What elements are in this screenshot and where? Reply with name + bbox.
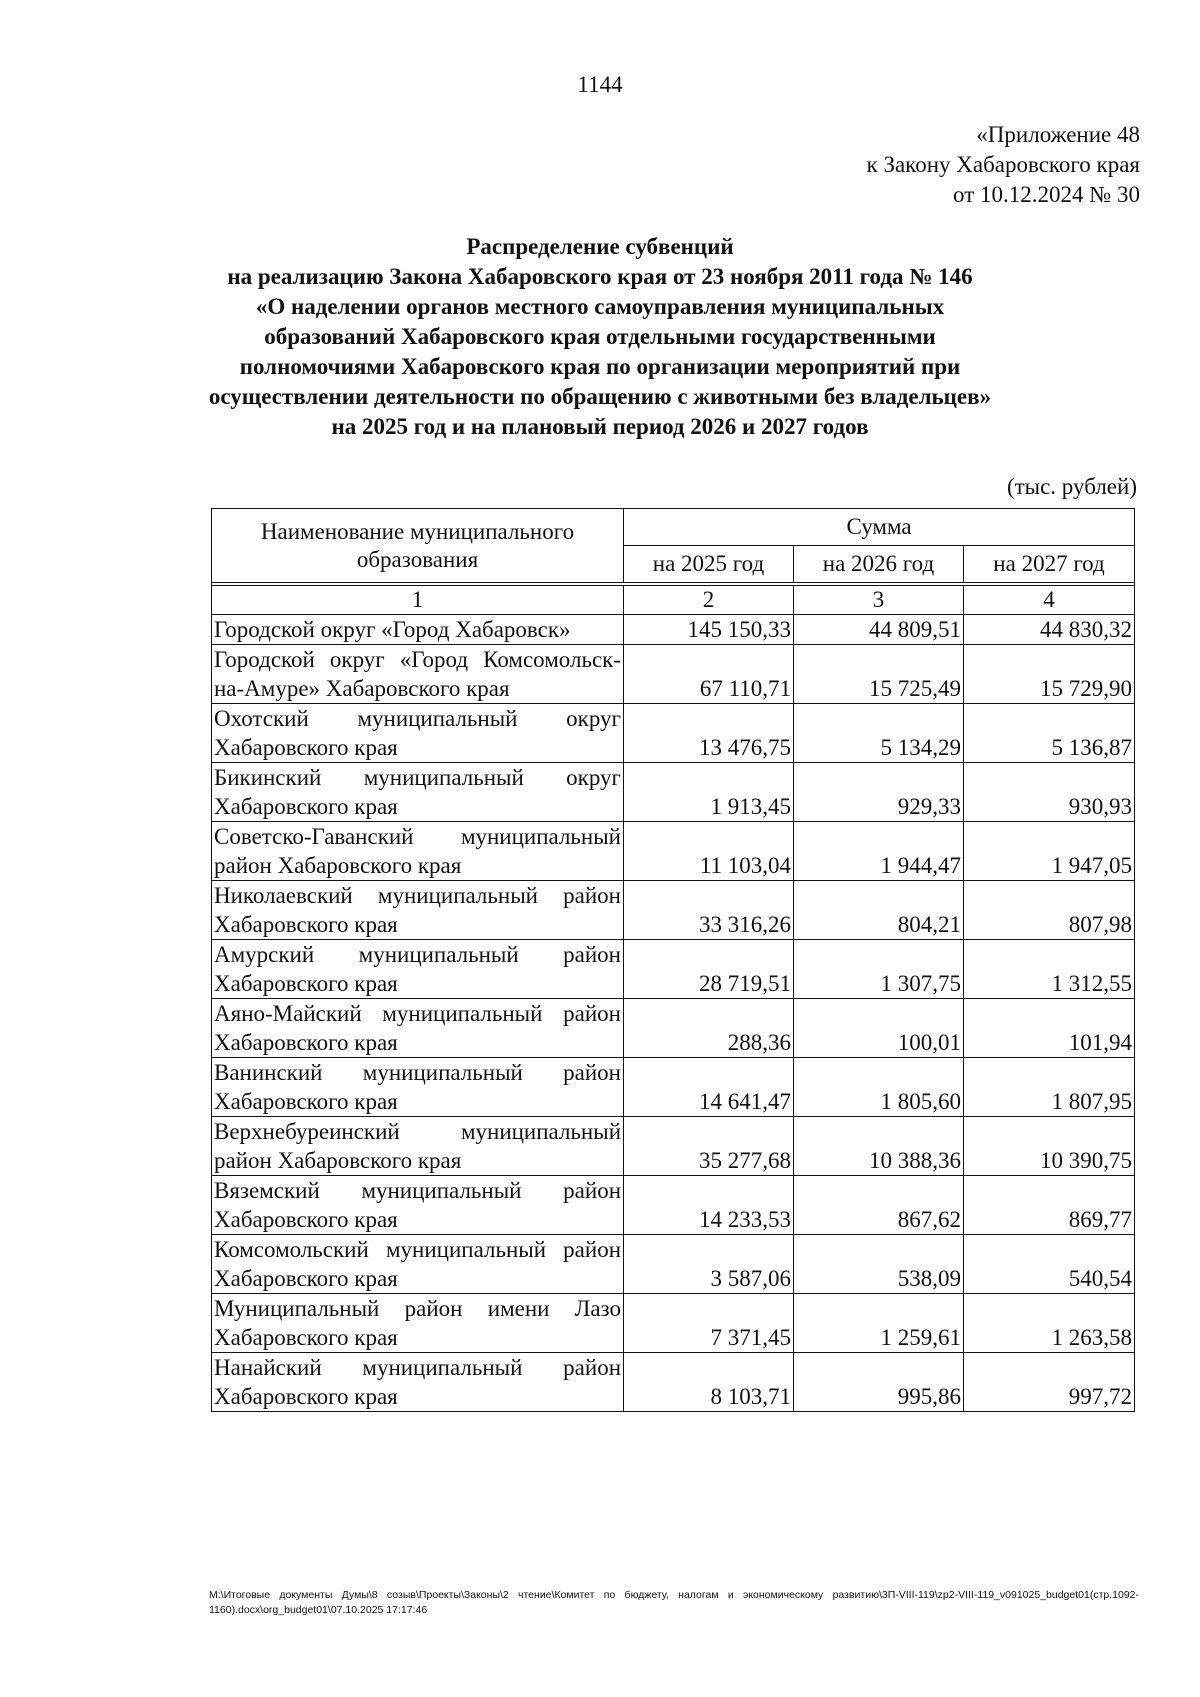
amount-2026: 1 259,61 xyxy=(794,1294,964,1353)
amount-2026: 1 805,60 xyxy=(794,1058,964,1117)
amount-2027: 10 390,75 xyxy=(964,1117,1135,1176)
amount-2025: 7 371,45 xyxy=(624,1294,794,1353)
table-row xyxy=(212,1117,1135,1176)
table-row xyxy=(212,615,1135,645)
amount-2025: 13 476,75 xyxy=(624,704,794,763)
table-row xyxy=(212,1176,1135,1235)
amount-2027: 930,93 xyxy=(964,763,1135,822)
table-row xyxy=(212,763,1135,822)
amount-2027: 1 312,55 xyxy=(964,940,1135,999)
municipality-name: Бикинский муниципальный округ Хабаровского края xyxy=(212,763,624,822)
file-path-footer: M:\Итоговые документы Думы\8 созыв\Проекты\Законы\2 чтение\Комитет по бюджету, налогам и экономическому развитию\3П-VIII-119\zp2-VIII-119_v091025_budget01(стр.1092-1160).docx\org_budget01\07.10.2025 17:17:46 xyxy=(209,1589,1139,1616)
amount-2025: 14 641,47 xyxy=(624,1058,794,1117)
amount-2027: 997,72 xyxy=(964,1353,1135,1412)
municipality-name: Охотский муниципальный округ Хабаровского края xyxy=(212,704,624,763)
amount-2026: 867,62 xyxy=(794,1176,964,1235)
title-line: осуществлении деятельности по обращению с животными без владельцев» xyxy=(208,384,992,409)
amount-2027: 869,77 xyxy=(964,1176,1135,1235)
amount-2026: 538,09 xyxy=(794,1235,964,1294)
municipality-name: Нанайский муниципальный район Хабаровского края xyxy=(212,1353,624,1412)
municipality-name: Вяземский муниципальный район Хабаровского края xyxy=(212,1176,624,1235)
table-row xyxy=(212,704,1135,763)
amount-2026: 995,86 xyxy=(794,1353,964,1412)
table-row xyxy=(212,1353,1135,1412)
municipality-name: Аяно-Майский муниципальный район Хабаровского края xyxy=(212,999,624,1058)
amount-2025: 28 719,51 xyxy=(624,940,794,999)
amount-2025: 14 233,53 xyxy=(624,1176,794,1235)
amount-2025: 1 913,45 xyxy=(624,763,794,822)
header-year-2025: на 2025 год xyxy=(624,546,794,583)
appendix-line: от 10.12.2024 № 30 xyxy=(953,182,1140,207)
municipality-name: Комсомольский муниципальный район Хабаровского края xyxy=(212,1235,624,1294)
table-row xyxy=(212,940,1135,999)
amount-2027: 1 947,05 xyxy=(964,822,1135,881)
column-number: 3 xyxy=(794,586,964,615)
page-number: 1144 xyxy=(577,72,623,97)
municipality-name: Верхнебуреинский муниципальный район Хабаровского края xyxy=(212,1117,624,1176)
amount-2026: 1 944,47 xyxy=(794,822,964,881)
amount-2026: 10 388,36 xyxy=(794,1117,964,1176)
table-row xyxy=(212,1235,1135,1294)
appendix-reference xyxy=(867,120,1140,210)
municipality-name: Муниципальный район имени Лазо Хабаровского края xyxy=(212,1294,624,1353)
title-line: на 2025 год и на плановый период 2026 и 2027 годов xyxy=(331,414,869,439)
amount-2027: 1 807,95 xyxy=(964,1058,1135,1117)
table-row xyxy=(212,1294,1135,1353)
amount-2027: 807,98 xyxy=(964,881,1135,940)
header-year-2027: на 2027 год xyxy=(964,546,1135,583)
amount-2027: 44 830,32 xyxy=(964,615,1135,645)
appendix-line: к Закону Хабаровского края xyxy=(866,152,1140,177)
amount-2025: 3 587,06 xyxy=(624,1235,794,1294)
title-line: Распределение субвенций xyxy=(466,234,734,259)
appendix-line: «Приложение 48 xyxy=(976,122,1140,147)
amount-2025: 35 277,68 xyxy=(624,1117,794,1176)
amount-2027: 1 263,58 xyxy=(964,1294,1135,1353)
column-number: 1 xyxy=(212,586,624,615)
document-title xyxy=(0,232,1200,442)
title-line: полномочиями Хабаровского края по организации мероприятий при xyxy=(239,354,961,379)
subsidy-table xyxy=(211,508,1135,1412)
amount-2026: 804,21 xyxy=(794,881,964,940)
amount-2025: 8 103,71 xyxy=(624,1353,794,1412)
amount-2027: 101,94 xyxy=(964,999,1135,1058)
amount-2027: 540,54 xyxy=(964,1235,1135,1294)
header-municipality-line: образования xyxy=(356,546,479,572)
amount-2026: 100,01 xyxy=(794,999,964,1058)
amount-2027: 15 729,90 xyxy=(964,645,1135,704)
amount-2025: 33 316,26 xyxy=(624,881,794,940)
municipality-name: Николаевский муниципальный район Хабаровского края xyxy=(212,881,624,940)
municipality-name: Амурский муниципальный район Хабаровского края xyxy=(212,940,624,999)
amount-2026: 929,33 xyxy=(794,763,964,822)
column-number: 2 xyxy=(624,586,794,615)
header-municipality-line: Наименование муниципального xyxy=(260,518,575,544)
column-number: 4 xyxy=(964,586,1135,615)
municipality-name: Городской округ «Город Комсомольск-на-Амуре» Хабаровского края xyxy=(212,645,624,704)
amount-2025: 288,36 xyxy=(624,999,794,1058)
municipality-name: Советско-Гаванский муниципальный район Хабаровского края xyxy=(212,822,624,881)
amount-2025: 11 103,04 xyxy=(624,822,794,881)
header-sum: Сумма xyxy=(624,509,1135,546)
amount-2027: 5 136,87 xyxy=(964,704,1135,763)
amount-2026: 44 809,51 xyxy=(794,615,964,645)
title-line: на реализацию Закона Хабаровского края от 23 ноября 2011 года № 146 xyxy=(227,264,973,289)
table-row xyxy=(212,1058,1135,1117)
table-row xyxy=(212,999,1135,1058)
header-year-2026: на 2026 год xyxy=(794,546,964,583)
title-line: образований Хабаровского края отдельными государственными xyxy=(264,324,936,349)
municipality-name: Ванинский муниципальный район Хабаровского края xyxy=(212,1058,624,1117)
amount-2025: 67 110,71 xyxy=(624,645,794,704)
title-line: «О наделении органов местного самоуправления муниципальных xyxy=(255,294,945,319)
table-row xyxy=(212,645,1135,704)
municipality-name: Городской округ «Город Хабаровск» xyxy=(212,615,624,645)
units-label: (тыс. рублей) xyxy=(1006,474,1137,499)
amount-2025: 145 150,33 xyxy=(624,615,794,645)
amount-2026: 1 307,75 xyxy=(794,940,964,999)
table-row xyxy=(212,822,1135,881)
table-row xyxy=(212,881,1135,940)
header-municipality xyxy=(212,509,624,583)
amount-2026: 5 134,29 xyxy=(794,704,964,763)
amount-2026: 15 725,49 xyxy=(794,645,964,704)
